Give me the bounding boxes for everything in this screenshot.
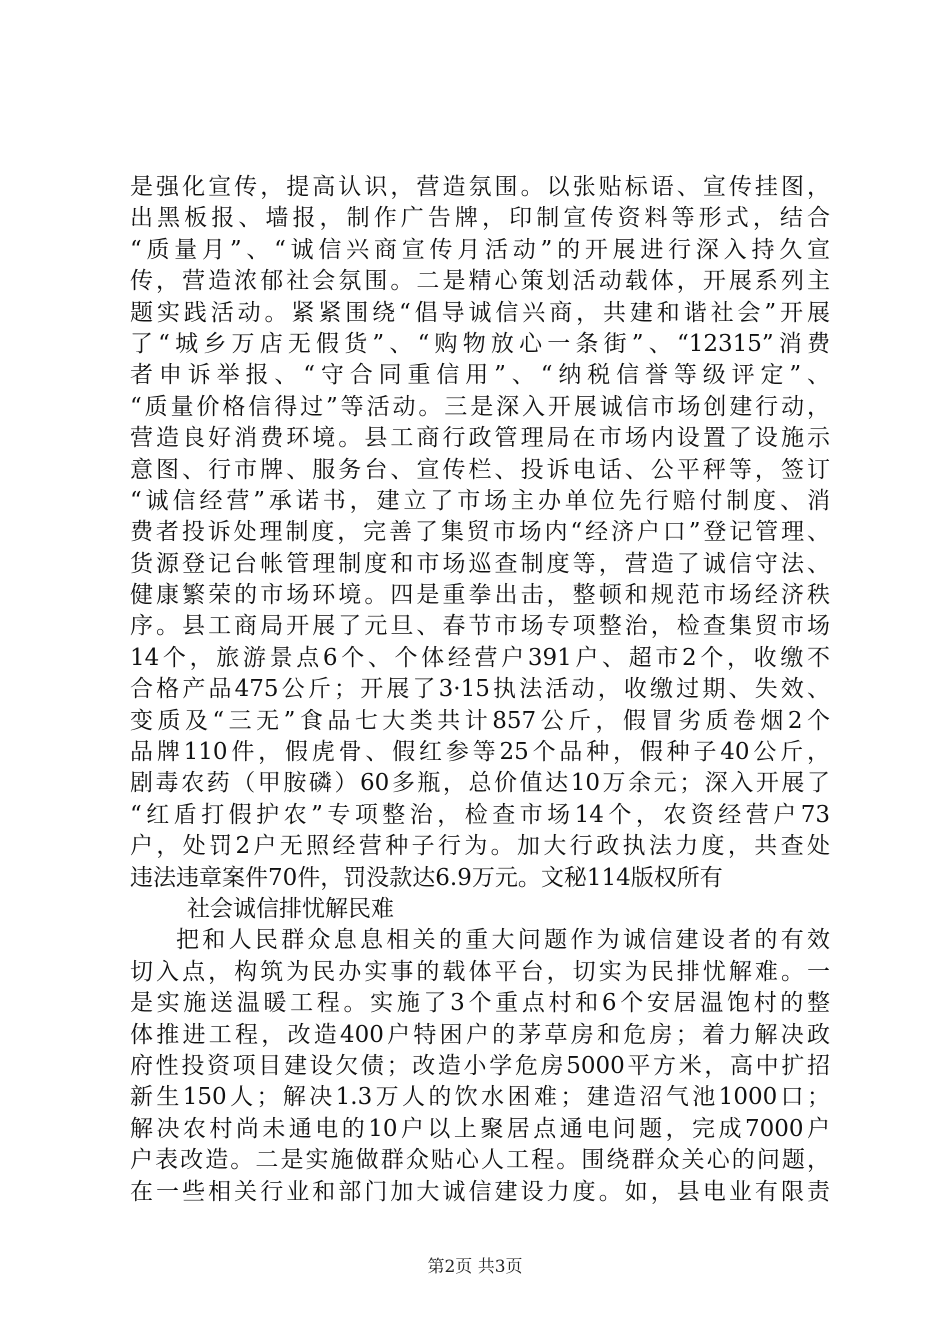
text-line: “诚信经营”承诺书，建立了市场主办单位先行赔付制度、消 xyxy=(130,487,830,514)
text-line: 解决农村尚未通电的10户以上聚居点通电问题，完成7000户 xyxy=(130,1115,830,1142)
page-number-footer: 第2页 共3页 xyxy=(427,1257,523,1277)
text-line: 切入点，构筑为民办实事的载体平台，切实为民排忧解难。一 xyxy=(130,958,830,985)
text-line: 违法违章案件70件，罚没款达6.9万元。文秘114版权所有 xyxy=(130,864,723,891)
text-line: 户表改造。二是实施做群众贴心人工程。围绕群众关心的问题， xyxy=(130,1147,830,1174)
text-line: 剧毒农药（甲胺磷）60多瓶，总价值达10万余元；深入开展了 xyxy=(130,770,830,797)
text-line: 题实践活动。紧紧围绕“倡导诚信兴商，共建和谐社会”开展 xyxy=(130,299,830,326)
paragraph-1 xyxy=(130,172,830,894)
document-body xyxy=(130,172,830,1208)
text-line: 府性投资项目建设欠债；改造小学危房5000平方米，高中扩招 xyxy=(130,1052,830,1079)
text-line: 在一些相关行业和部门加大诚信建设力度。如，县电业有限责 xyxy=(130,1178,830,1205)
text-line: 货源登记台帐管理制度和市场巡查制度等，营造了诚信守法、 xyxy=(130,550,830,577)
text-line: 营造良好消费环境。县工商行政管理局在市场内设置了设施示 xyxy=(130,425,830,452)
paragraph-2 xyxy=(130,925,830,1208)
text-line: 新生150人；解决1.3万人的饮水困难；建造沼气池1000口； xyxy=(130,1084,830,1111)
text-line: “质量价格信得过”等活动。三是深入开展诚信市场创建行动， xyxy=(130,393,830,420)
text-line: 序。县工商局开展了元旦、春节市场专项整治，检查集贸市场 xyxy=(130,613,830,640)
text-line: 14个，旅游景点6个、个体经营户391户、超市2个，收缴不 xyxy=(130,644,830,671)
text-line: 健康繁荣的市场环境。四是重拳出击，整顿和规范市场经济秩 xyxy=(130,582,830,609)
text-line: 是实施送温暖工程。实施了3个重点村和6个安居温饱村的整 xyxy=(130,990,830,1017)
text-line: 了“城乡万店无假货”、“购物放心一条街”、“12315”消费 xyxy=(130,330,830,357)
text-line: 户，处罚2户无照经营种子行为。加大行政执法力度，共查处 xyxy=(130,833,830,860)
text-line: 品牌110件，假虎骨、假红参等25个品种，假种子40公斤， xyxy=(130,739,830,766)
text-line: “质量月”、“诚信兴商宣传月活动”的开展进行深入持久宣 xyxy=(130,236,830,263)
text-line: 变质及“三无”食品七大类共计857公斤，假冒劣质卷烟2个 xyxy=(130,707,830,734)
text-line: 传，营造浓郁社会氛围。二是精心策划活动载体，开展系列主 xyxy=(130,268,830,295)
text-line: 把和人民群众息息相关的重大问题作为诚信建设者的有效 xyxy=(176,927,830,954)
text-line: 费者投诉处理制度，完善了集贸市场内“经济户口”登记管理、 xyxy=(130,519,830,546)
text-line: 合格产品475公斤；开展了3·15执法活动，收缴过期、失效、 xyxy=(130,676,830,703)
text-line: 者申诉举报、“守合同重信用”、“纳税信誉等级评定”、 xyxy=(130,362,830,389)
text-line: 是强化宣传，提高认识，营造氛围。以张贴标语、宣传挂图， xyxy=(130,174,830,200)
text-line: 出黑板报、墙报，制作广告牌，印制宣传资料等形式，结合 xyxy=(130,205,830,232)
text-line: 体推进工程，改造400户特困户的茅草房和危房；着力解决政 xyxy=(130,1021,830,1048)
text-line: “红盾打假护农”专项整治，检查市场14个，农资经营户73 xyxy=(130,801,830,828)
text-line: 意图、行市牌、服务台、宣传栏、投诉电话、公平秤等，签订 xyxy=(130,456,830,483)
section-heading: 社会诚信排忧解民难 xyxy=(187,895,394,922)
